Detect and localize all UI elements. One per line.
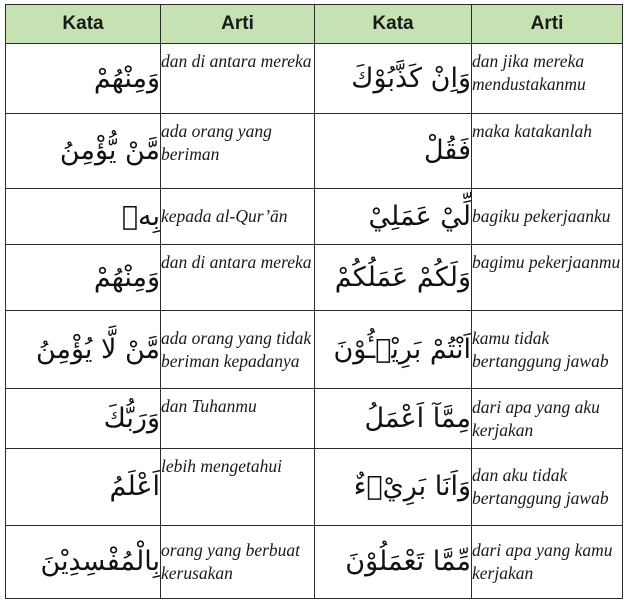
- table-row: [6, 245, 623, 311]
- kata-arabic-cell: لِّيْ عَمَلِيْ: [315, 189, 472, 245]
- arti-meaning-cell: bagiku pekerjaanku: [472, 189, 623, 245]
- arti-meaning-cell: kamu tidak bertanggung jawab: [472, 311, 623, 389]
- arti-meaning-cell: lebih mengetahui: [161, 449, 315, 526]
- header-arti-left: Arti: [161, 5, 315, 44]
- table-row: [6, 189, 623, 245]
- kata-arabic-cell: مِّمَّا تَعْمَلُوْنَ: [315, 526, 472, 599]
- header-kata-right: Kata: [315, 5, 472, 44]
- header-kata-left: Kata: [6, 5, 161, 44]
- table-header: [6, 5, 623, 44]
- kata-arabic-cell: مَّنْ لَّا يُؤْمِنُ: [6, 311, 161, 389]
- kata-arabic-cell: فَقُلْ: [315, 114, 472, 189]
- table-row: [6, 114, 623, 189]
- arti-meaning-cell: dan di antara mereka: [161, 44, 315, 114]
- kata-arabic-cell: وَمِنْهُمْ: [6, 245, 161, 311]
- table-row: [6, 526, 623, 599]
- header-row: [6, 5, 623, 44]
- header-arti-right: Arti: [472, 5, 623, 44]
- kata-arabic-cell: وَمِنْهُمْ: [6, 44, 161, 114]
- arti-meaning-cell: bagimu pekerjaanmu: [472, 245, 623, 311]
- kata-arabic-cell: بِالْمُفْسِدِيْنَ: [6, 526, 161, 599]
- table-row: [6, 44, 623, 114]
- kata-arabic-cell: وَاِنْ كَذَّبُوْكَ: [315, 44, 472, 114]
- arti-meaning-cell: orang yang berbuat kerusakan: [161, 526, 315, 599]
- kata-arabic-cell: بِهٖ: [6, 189, 161, 245]
- arti-meaning-cell: kepada al-Qur’ān: [161, 189, 315, 245]
- arti-meaning-cell: dari apa yang kamu kerjakan: [472, 526, 623, 599]
- kata-arabic-cell: اَنْتُمْ بَرِيْۤـُٔوْنَ: [315, 311, 472, 389]
- arti-meaning-cell: ada orang yang beriman: [161, 114, 315, 189]
- arti-meaning-cell: dan jika mereka mendustakanmu: [472, 44, 623, 114]
- arti-meaning-cell: dari apa yang aku kerjakan: [472, 389, 623, 449]
- table-body: [6, 44, 623, 599]
- kata-arabic-cell: اَعْلَمُ: [6, 449, 161, 526]
- kata-arabic-cell: وَاَنَا بَرِيْۤءٌ: [315, 449, 472, 526]
- table-row: [6, 311, 623, 389]
- table-row: [6, 389, 623, 449]
- kata-arabic-cell: وَلَكُمْ عَمَلُكُمْ: [315, 245, 472, 311]
- vocabulary-table: [5, 4, 623, 599]
- arti-meaning-cell: maka katakanlah: [472, 114, 623, 189]
- arti-meaning-cell: dan di antara mereka: [161, 245, 315, 311]
- kata-arabic-cell: وَرَبُّكَ: [6, 389, 161, 449]
- kata-arabic-cell: مَّنْ يُّؤْمِنُ: [6, 114, 161, 189]
- arti-meaning-cell: ada orang yang tidak beriman kepadanya: [161, 311, 315, 389]
- table-row: [6, 449, 623, 526]
- kata-arabic-cell: مِمَّآ اَعْمَلُ: [315, 389, 472, 449]
- arti-meaning-cell: dan aku tidak bertanggung jawab: [472, 449, 623, 526]
- arti-meaning-cell: dan Tuhanmu: [161, 389, 315, 449]
